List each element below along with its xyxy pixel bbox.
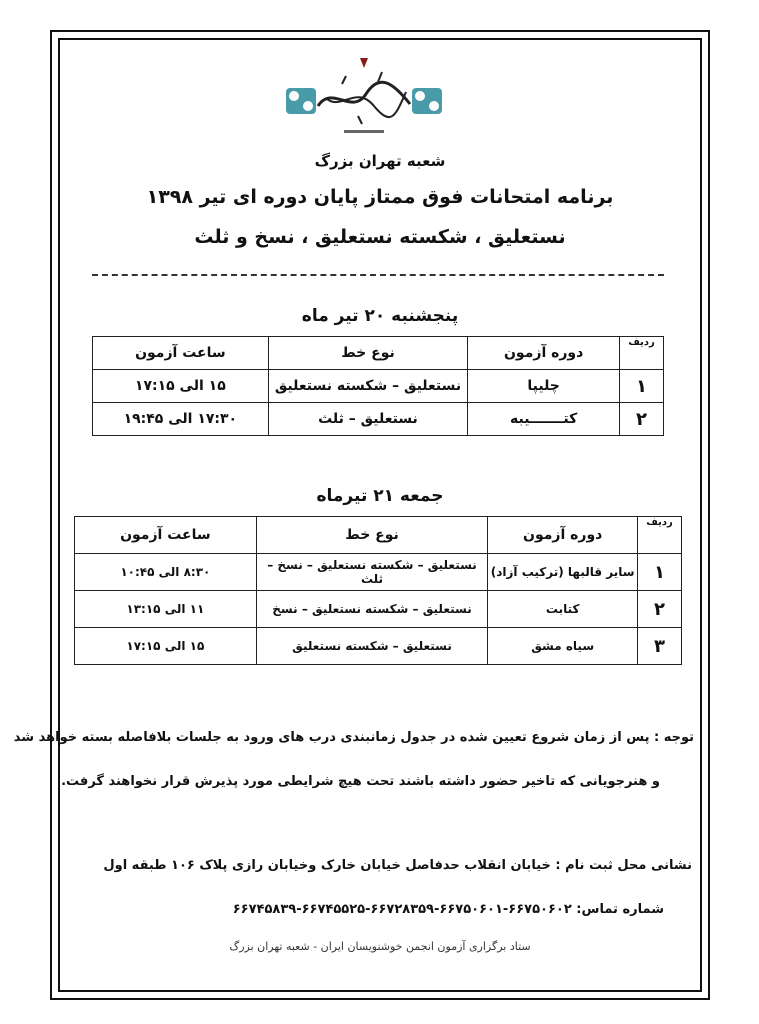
course-cell: کتـــــــیبه xyxy=(468,403,620,436)
table-row xyxy=(75,628,682,665)
table-row xyxy=(75,554,682,591)
page-title: برنامه امتحانات فوق ممتاز پایان دوره ای تیر ۱۳۹۸ xyxy=(146,186,614,208)
page-subtitle: نستعلیق ، شکسته نستعلیق ، نسخ و ثلث xyxy=(194,226,566,248)
script-cell: نستعلیق – شکسته نستعلیق – نسخ xyxy=(256,591,488,628)
script-cell: نستعلیق – شکسته نستعلیق – نسخ – ثلث xyxy=(256,554,488,591)
header-row-number: ردیف xyxy=(638,517,682,554)
header-course: دوره آزمون xyxy=(468,337,620,370)
dashed-divider xyxy=(92,274,664,276)
time-cell: ۱۵ الی ۱۷:۱۵ xyxy=(93,370,269,403)
table-header-row xyxy=(75,517,682,554)
time-cell: ۱۵ الی ۱۷:۱۵ xyxy=(75,628,257,665)
page-frame xyxy=(13,30,710,1000)
course-cell: کتابت xyxy=(488,591,638,628)
table-row xyxy=(93,403,664,436)
row-number: ۲ xyxy=(620,403,664,436)
table2-day-heading: جمعه ۲۱ تیرماه xyxy=(316,486,444,506)
header-time: ساعت آزمون xyxy=(93,337,269,370)
script-cell: نستعلیق – شکسته نستعلیق xyxy=(256,628,488,665)
note-line-2: و هنرجویانی که تاخیر حضور داشته باشند تحت هیچ شرایطی مورد پذیرش قرار نخواهند گرفت. xyxy=(61,774,660,789)
header-script: نوع خط xyxy=(268,337,468,370)
row-number: ۱ xyxy=(638,554,682,591)
time-cell: ۱۷:۳۰ الی ۱۹:۴۵ xyxy=(93,403,269,436)
course-cell: سایر قالبها (ترکیب آزاد) xyxy=(488,554,638,591)
header-row-number: ردیف xyxy=(620,337,664,370)
header-script: نوع خط xyxy=(256,517,488,554)
inner-frame xyxy=(13,38,702,992)
association-logo-icon xyxy=(282,54,446,144)
time-cell: ۱۱ الی ۱۳:۱۵ xyxy=(75,591,257,628)
footer-organizer: ستاد برگزاری آزمون انجمن خوشنویسان ایران - شعبه تهران بزرگ xyxy=(229,940,531,953)
course-cell: چلیپا xyxy=(468,370,620,403)
note-line-1: توجه : پس از زمان شروع تعیین شده در جدول زمانبندی درب های ورود به جلسات بلافاصله بسته خواهد شد xyxy=(13,730,694,745)
script-cell: نستعلیق – شکسته نستعلیق xyxy=(268,370,468,403)
course-cell: سیاه مشق xyxy=(488,628,638,665)
header-time: ساعت آزمون xyxy=(75,517,257,554)
row-number: ۳ xyxy=(638,628,682,665)
schedule-table-1 xyxy=(92,336,664,436)
table-row xyxy=(75,591,682,628)
schedule-table-2 xyxy=(74,516,682,665)
branch-name: شعبه تهران بزرگ xyxy=(314,152,446,170)
time-cell: ۸:۳۰ الی ۱۰:۴۵ xyxy=(75,554,257,591)
row-number: ۲ xyxy=(638,591,682,628)
table1-day-heading: پنجشنبه ۲۰ تیر ماه xyxy=(301,306,459,326)
row-number: ۱ xyxy=(620,370,664,403)
header-course: دوره آزمون xyxy=(488,517,638,554)
table-header-row xyxy=(93,337,664,370)
registration-address: نشانی محل ثبت نام : خیابان انقلاب حدفاصل خیابان خارک وخیابان رازی پلاک ۱۰۶ طبقه اول xyxy=(103,858,692,873)
contact-phones: شماره تماس: ۶۶۷۵۰۶۰۲-۶۶۷۵۰۶۰۱-۶۶۷۲۸۳۵۹-۶۶۷۴۵۵۲۵-۶۶۷۴۵۸۳۹ xyxy=(232,902,664,917)
script-cell: نستعلیق – ثلث xyxy=(268,403,468,436)
table-row xyxy=(93,370,664,403)
